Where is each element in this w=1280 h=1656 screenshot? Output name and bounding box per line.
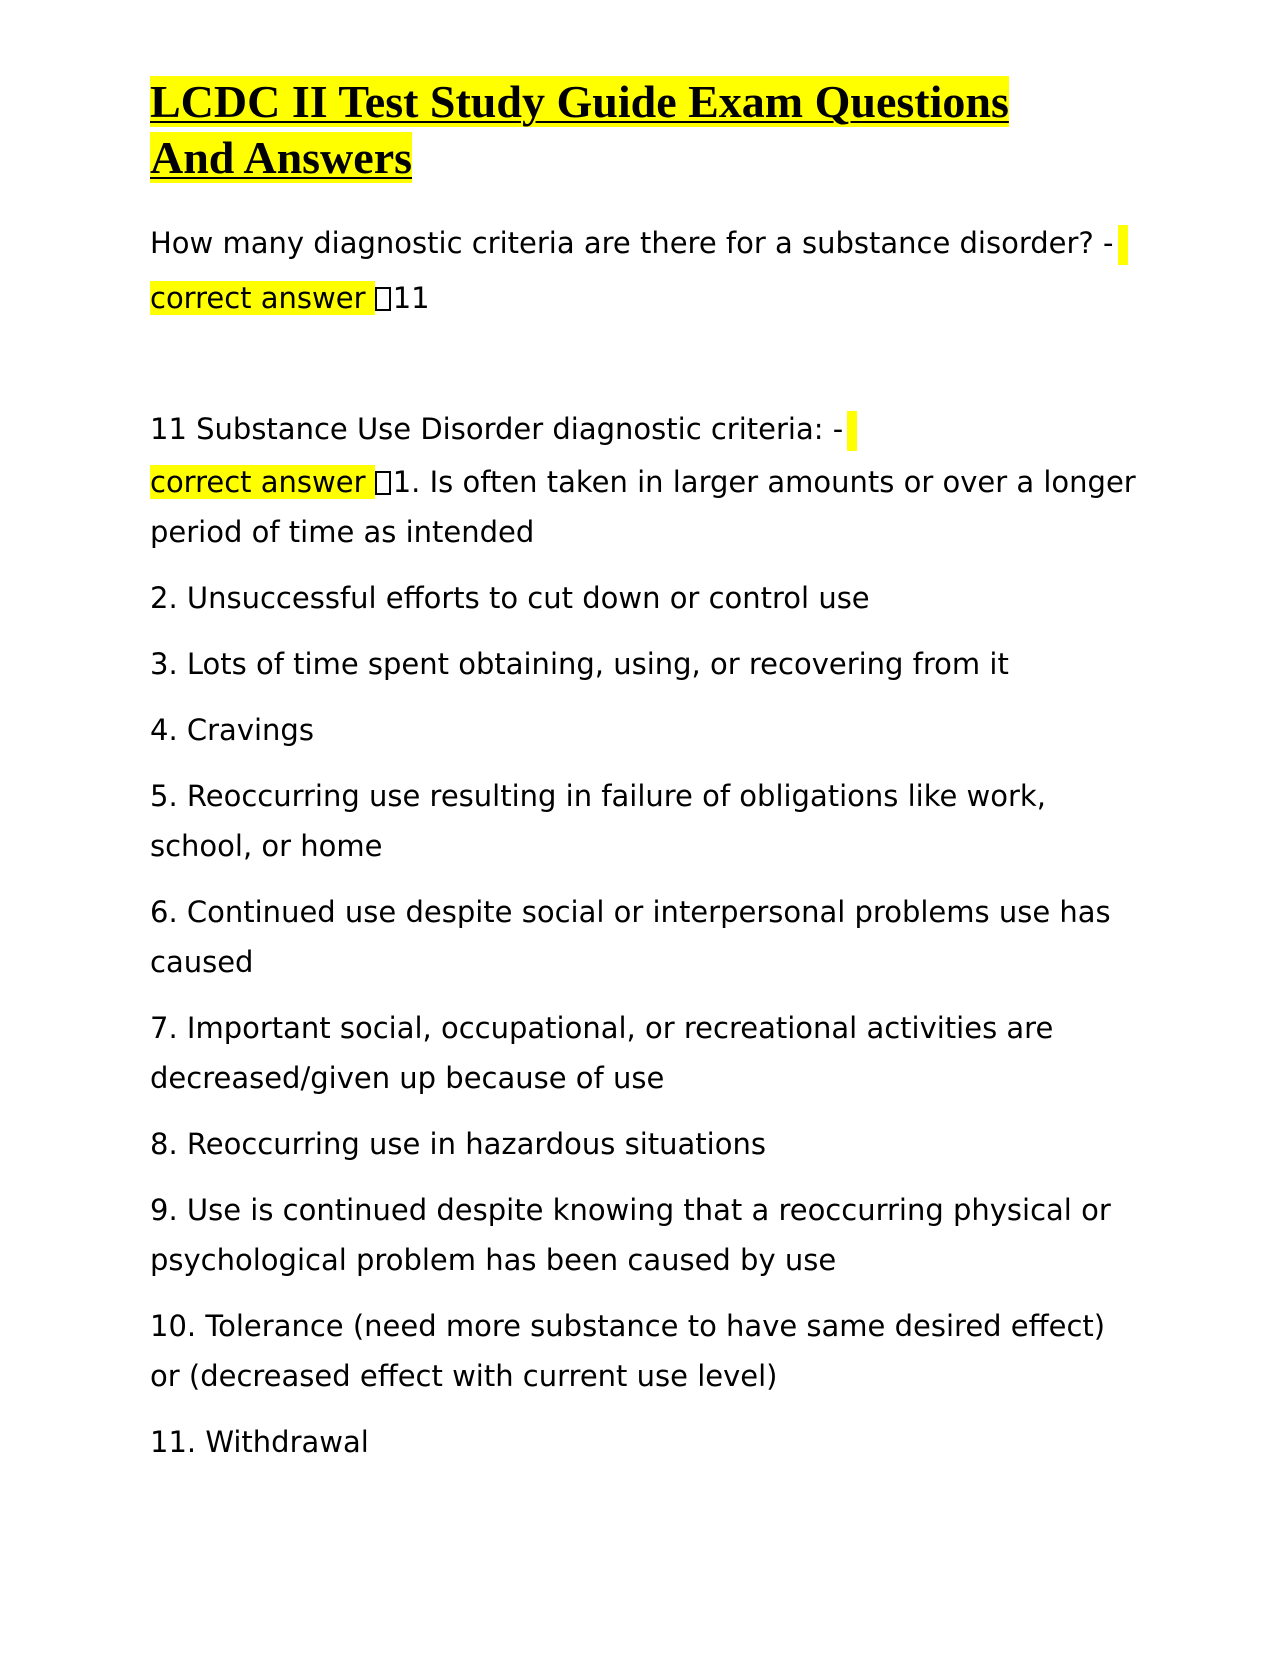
qa-block-2: [150, 402, 1140, 1467]
list-item: [150, 457, 1140, 557]
qa-block-1: [150, 216, 1140, 326]
document-title: [150, 74, 1140, 186]
question-1: [150, 216, 1140, 326]
list-item: 7. Important social, occupational, or recreational activities are decreased/given up because of use: [150, 1011, 1054, 1095]
highlight-marker: [1118, 225, 1128, 265]
answer-1-label: correct answer: [150, 281, 366, 315]
list-item: 6. Continued use despite social or interpersonal problems use has caused: [150, 895, 1111, 979]
criteria-item-1: 1. Is often taken in larger amounts or over a longer period of time as intended: [150, 465, 1136, 549]
list-item: 9. Use is continued despite knowing that a reoccurring physical or psychological problem has been caused by use: [150, 1193, 1111, 1277]
list-item: 2. Unsuccessful efforts to cut down or control use: [150, 581, 870, 615]
answer-1-value: 11: [392, 281, 430, 315]
missing-glyph-icon: [375, 287, 391, 311]
title-line-2: And Answers: [150, 132, 413, 183]
list-item: 4. Cravings: [150, 713, 314, 747]
question-2-text: 11 Substance Use Disorder diagnostic criteria: -: [150, 412, 844, 446]
list-item: 8. Reoccurring use in hazardous situations: [150, 1127, 766, 1161]
question-1-text: How many diagnostic criteria are there for a substance disorder? -: [150, 226, 1114, 260]
missing-glyph-icon: [375, 471, 391, 495]
title-line-1: LCDC II Test Study Guide Exam Questions: [150, 76, 1009, 127]
document-page: [150, 74, 1140, 1483]
question-2: [150, 402, 1140, 457]
highlight-marker: [847, 411, 857, 451]
list-item: 10. Tolerance (need more substance to have same desired effect) or (decreased effect with current use level): [150, 1309, 1106, 1393]
list-item: 5. Reoccurring use resulting in failure of obligations like work, school, or home: [150, 779, 1046, 863]
list-item: 11. Withdrawal: [150, 1425, 369, 1459]
list-item: 3. Lots of time spent obtaining, using, or recovering from it: [150, 647, 1009, 681]
answer-2-label: correct answer: [150, 465, 366, 499]
